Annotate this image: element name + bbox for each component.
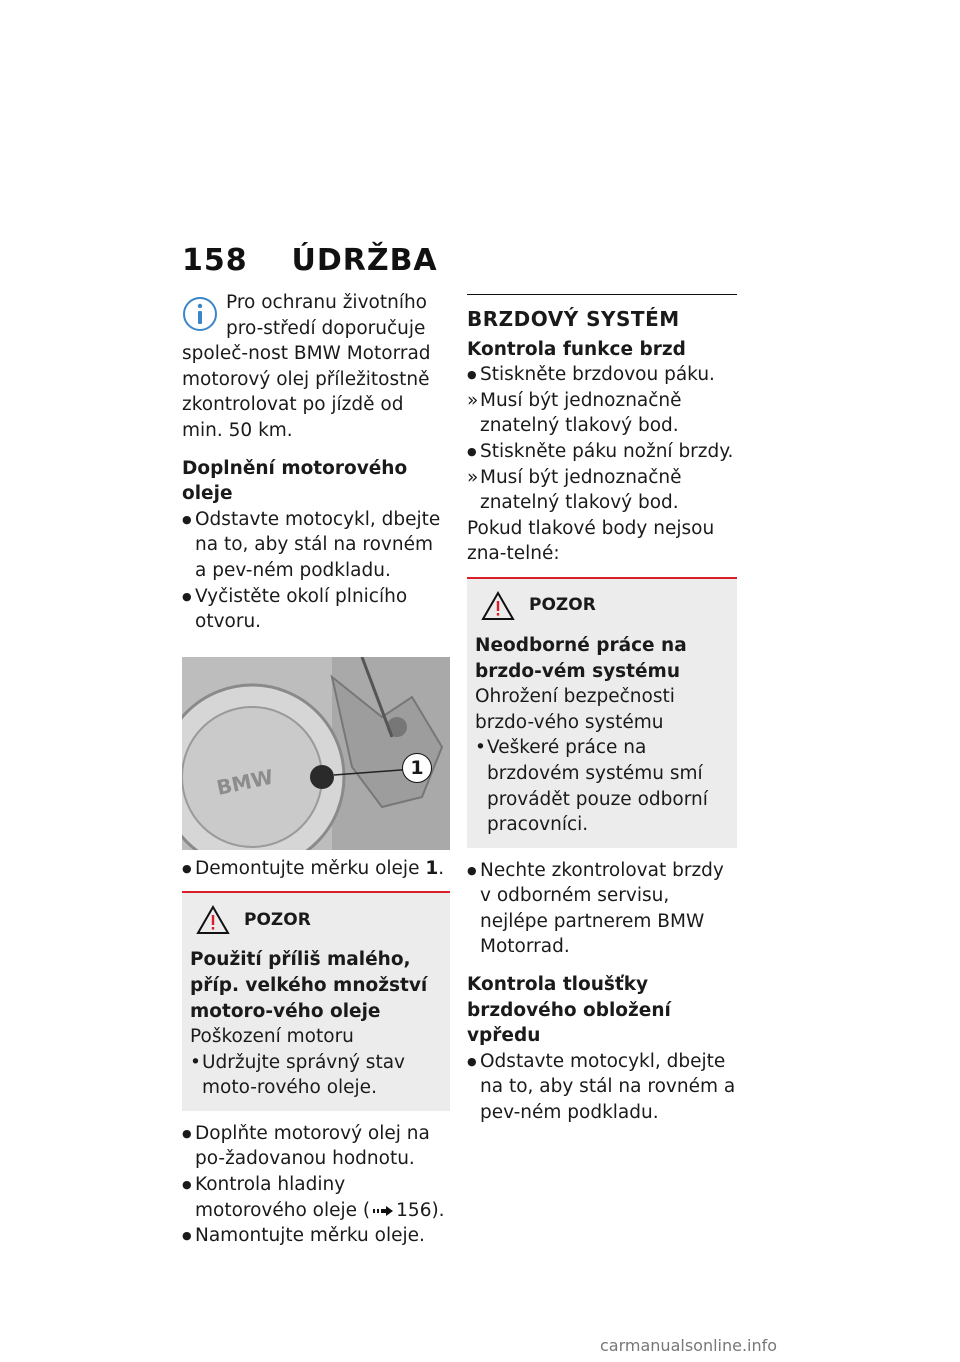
engine-logo: BMW [214,764,276,800]
callout-1: 1 [402,753,432,783]
engine-illustration [182,657,450,850]
list-item: • Veškeré práce na brzdovém systému smí provádět pouze odborní pracovníci. [475,735,729,837]
list-item: ● Namontujte měrku oleje. [182,1223,450,1249]
warning-icon [481,591,515,621]
lining-heading: Kontrola tloušťky brzdového obložení vpředu [467,974,671,1047]
warning-icon [196,905,230,935]
warning-box [467,577,737,848]
unclear-text: Pokud tlakové body nejsou zna-telné: [467,517,715,565]
warning-subhead: Neodborné práce na brzdo-vém systému [475,634,687,682]
list-item: • Udržujte správný stav moto-rového oleje. [190,1050,442,1101]
list-item: ● Doplňte motorový olej na po-žadovanou hodnotu. [182,1121,450,1172]
info-note [182,290,450,444]
warning-box [182,891,450,1111]
info-text: Pro ochranu životního pro-středí doporučuje společ-nost BMW Motorrad motorový olej příležitostně zkontrolovat po jízdě od min. 50 km. [182,292,431,441]
refill-steps-2 [182,1121,450,1249]
brake-check-steps [467,362,737,516]
warning-label: POZOR [529,595,596,616]
warning-title [196,905,442,935]
warning-subhead: Použití příliš malého, příp. velkého množství motoro-vého oleje [190,949,428,1022]
refill-heading: Doplnění motorového oleje [182,457,408,505]
refill-steps [182,507,450,635]
service-steps [467,858,737,960]
step-text: Kontrola hladiny motorového oleje ( [195,1174,371,1221]
result-item: » Musí být jednoznačně znatelný tlakový bod. [467,465,737,516]
list-item: ● Vyčistěte okolí plnicího otvoru. [182,584,450,635]
result-item: » Musí být jednoznačně znatelný tlakový bod. [467,388,737,439]
brake-check-heading: Kontrola funkce brzd [467,338,686,360]
page-reference[interactable]: 156). [396,1199,445,1221]
step-end: . [438,857,445,879]
info-icon [182,296,218,332]
list-item: ● Nechte zkontrolovat brzdy v odborném servisu, nejlépe partnerem BMW Motorrad. [467,858,737,960]
warning-actions [190,1050,442,1101]
list-item: ● Odstavte motocykl, dbejte na to, aby stál na rovném a pev-ném podkladu. [467,1049,737,1126]
warning-title [481,591,729,621]
remove-step [182,856,450,882]
section-title: BRZDOVÝ SYSTÉM [467,307,680,331]
warning-consequence: Ohrožení bezpečnosti brzdo-vého systému [475,686,675,733]
warning-consequence: Poškození motoru [190,1026,354,1048]
page-title: ÚDRŽBA [291,243,438,278]
warning-label: POZOR [244,909,311,930]
list-item: ● Stiskněte brzdovou páku. [467,362,737,388]
watermark: carmanualsonline.info [600,1336,778,1355]
list-item: ● Odstavte motocykl, dbejte na to, aby stál na rovném a pev-ném podkladu. [182,507,450,584]
step-text: Demontujte měrku oleje [195,857,426,879]
warning-actions [475,735,729,837]
list-item [182,1172,450,1223]
lining-steps [467,1049,737,1126]
page-reference-icon [372,1204,394,1218]
page-number: 158 [182,243,248,278]
part-number: 1 [425,857,439,879]
left-column [182,290,450,1249]
right-column [467,290,737,1126]
section-rule [467,294,737,305]
page-header [182,243,438,278]
engine-photo [182,657,450,850]
list-item [182,856,450,882]
list-item: ● Stiskněte páku nožní brzdy. [467,439,737,465]
